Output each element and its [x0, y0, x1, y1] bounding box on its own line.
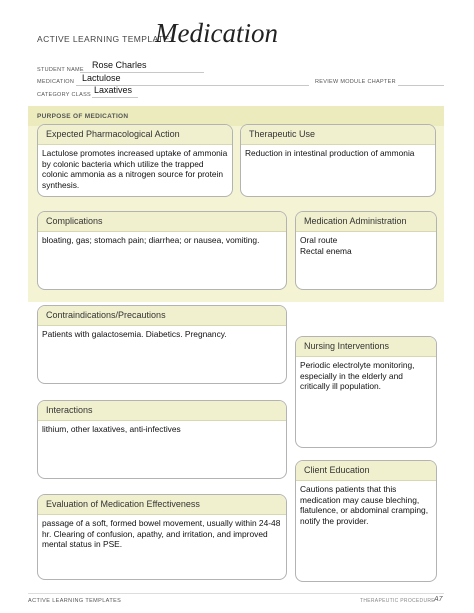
footer-right-label: THERAPEUTIC PROCEDURE	[360, 598, 435, 604]
footer-page-number: A7	[434, 596, 443, 603]
medication-label: MEDICATION	[37, 79, 75, 85]
template-prefix: ACTIVE LEARNING TEMPLATE:	[37, 34, 173, 44]
contraindications-text[interactable]: Patients with galactosemia. Diabetics. Pregnancy.	[42, 329, 227, 339]
complications-title: Complications	[38, 212, 286, 232]
nursing-title: Nursing Interventions	[296, 337, 436, 357]
review-module-label: REVIEW MODULE CHAPTER	[315, 79, 396, 85]
evaluation-text[interactable]: passage of a soft, formed bowel movement, usually within 24-48 hr. Clearing of confusion, apathy, and irritation, and improved mental status in PSE.	[42, 518, 281, 549]
template-title: Medication	[155, 18, 278, 48]
medication-value[interactable]: Lactulose	[82, 73, 121, 83]
footer-divider	[28, 593, 444, 594]
contraindications-card	[37, 305, 287, 384]
evaluation-title: Evaluation of Medication Effectiveness	[38, 495, 286, 515]
client-education-text[interactable]: Cautions patients that this medication may cause bleching, flatulence, or abdominal cramping, notify the provider.	[300, 484, 429, 526]
footer-left-label: ACTIVE LEARNING TEMPLATES	[28, 598, 122, 604]
therapeutic-use-card	[240, 124, 436, 197]
expected-action-text[interactable]: Lactulose promotes increased uptake of ammonia by colonic bacteria which utilize the trapped colonic ammonia as a nitrogen source for protein synthesis.	[42, 148, 228, 190]
expected-action-card	[37, 124, 233, 197]
student-name-label: STUDENT NAME	[37, 67, 84, 73]
review-module-underline[interactable]	[398, 85, 444, 86]
interactions-title: Interactions	[38, 401, 286, 421]
category-class-value[interactable]: Laxatives	[94, 85, 133, 95]
client-education-title: Client Education	[296, 461, 436, 481]
administration-title: Medication Administration	[296, 212, 436, 232]
client-education-card	[295, 460, 437, 582]
expected-action-title: Expected Pharmacological Action	[38, 125, 232, 145]
complications-text[interactable]: bloating, gas; stomach pain; diarrhea; or nausea, vomiting.	[42, 235, 260, 245]
student-name-value[interactable]: Rose Charles	[92, 60, 147, 70]
complications-card	[37, 211, 287, 290]
therapeutic-use-title: Therapeutic Use	[241, 125, 435, 145]
interactions-card	[37, 400, 287, 479]
administration-card	[295, 211, 437, 290]
therapeutic-use-text[interactable]: Reduction in intestinal production of ammonia	[245, 148, 415, 158]
nursing-text[interactable]: Periodic electrolyte monitoring, especially in the elderly and critically ill population.	[300, 360, 415, 391]
category-class-label: CATEGORY CLASS	[37, 92, 92, 98]
category-class-underline	[92, 97, 138, 98]
contraindications-title: Contraindications/Precautions	[38, 306, 286, 326]
evaluation-card	[37, 494, 287, 580]
administration-text[interactable]: Oral route Rectal enema	[300, 235, 352, 256]
purpose-label: PURPOSE OF MEDICATION	[37, 113, 129, 120]
interactions-text[interactable]: lithium, other laxatives, anti-infectives	[42, 424, 181, 434]
nursing-card	[295, 336, 437, 448]
